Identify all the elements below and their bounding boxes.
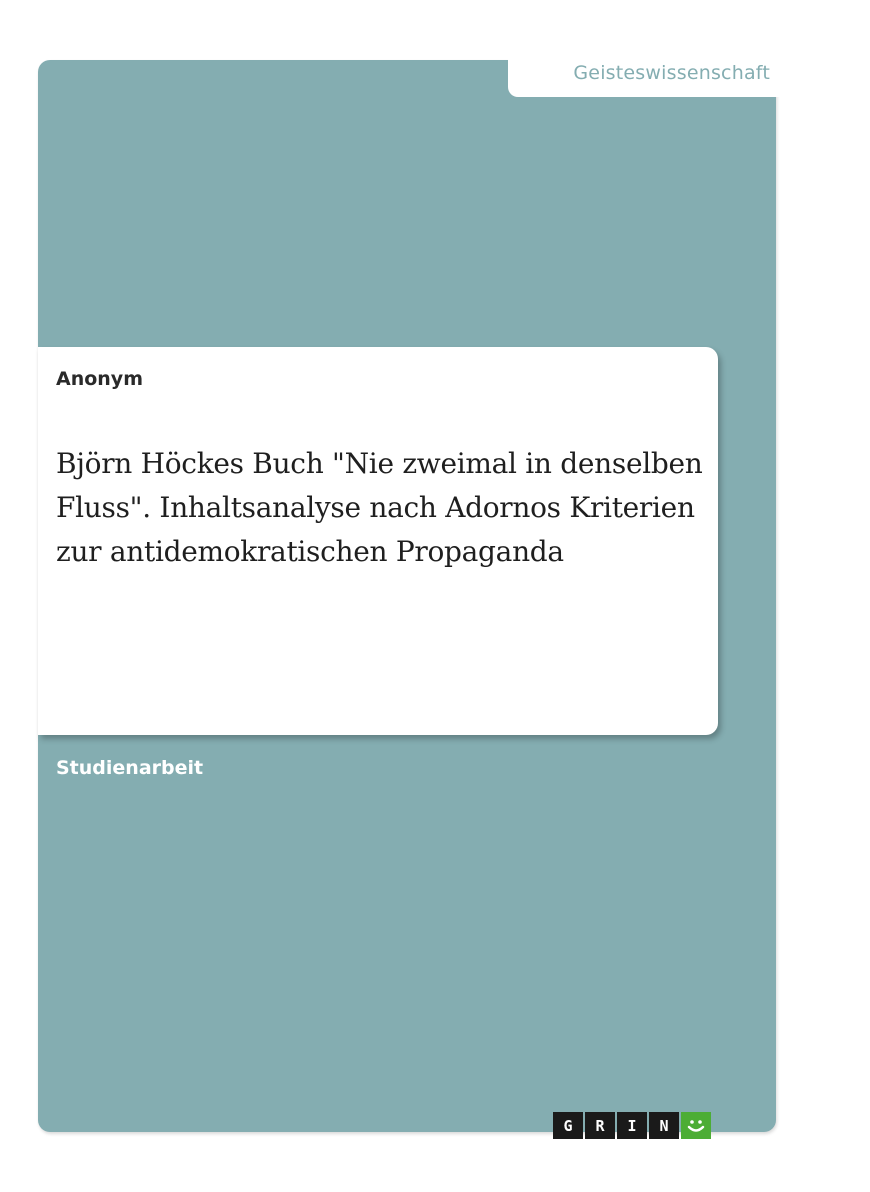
grin-logo: [553, 1112, 711, 1139]
logo-letter-g: G: [553, 1112, 583, 1139]
book-title: Björn Höckes Buch "Nie zweimal in denselben Fluss". Inhaltsanalyse nach Adornos Kriterien zur antidemokratischen Propaganda: [56, 447, 703, 568]
logo-letter-n: N: [649, 1112, 679, 1139]
title-panel: [38, 347, 718, 735]
document-type: Studienarbeit: [56, 757, 204, 779]
logo-letter-i: I: [617, 1112, 647, 1139]
smiley-icon: [681, 1112, 711, 1139]
author-name: Anonym: [56, 368, 143, 390]
category-label: Geisteswissenschaft: [573, 62, 770, 84]
logo-letter-r: R: [585, 1112, 615, 1139]
